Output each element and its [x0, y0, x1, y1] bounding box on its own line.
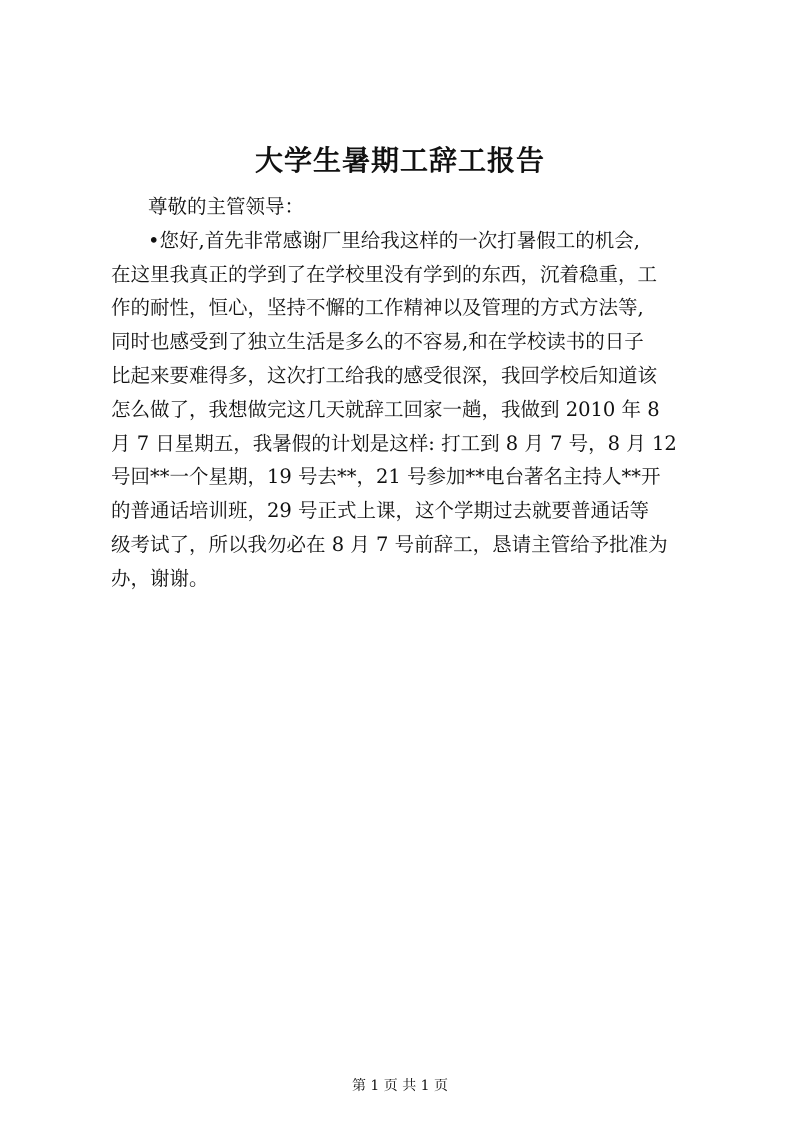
body-line: 办，谢谢。	[111, 566, 209, 590]
body-line: 月 7 日星期五，我暑假的计划是这样: 打工到 8 月 7 号，8 月 12	[111, 431, 677, 455]
body-line: 怎么做了，我想做完这几天就辞工回家一趟，我做到 2010 年 8	[111, 397, 660, 421]
body-line: 的普通话培训班，29 号正式上课，这个学期过去就要普通话等	[111, 499, 650, 523]
page-title: 大学生暑期工辞工报告	[254, 144, 545, 177]
body-line: 比起来要难得多，这次打工给我的感受很深，我回学校后知道该	[111, 363, 658, 387]
body-line: •您好,首先非常感谢厂里给我这样的一次打暑假工的机会,	[148, 228, 640, 252]
body-line: 号回**一个星期，19 号去**，21 号参加**电台著名主持人**开	[111, 465, 661, 489]
document-body	[111, 190, 711, 596]
body-line: 在这里我真正的学到了在学校里没有学到的东西，沉着稳重，工	[111, 262, 658, 286]
body-line: 级考试了，所以我勿必在 8 月 7 号前辞工，恳请主管给予批准为	[111, 532, 668, 556]
salutation: 尊敬的主管领导：	[148, 195, 305, 218]
body-line: 作的耐性，恒心，坚持不懈的工作精神以及管理的方式方法等,	[111, 296, 644, 320]
body-line: 同时也感受到了独立生活是多么的不容易,和在学校读书的日子	[111, 330, 644, 354]
page-footer: 第 1 页 共 1 页	[351, 1078, 449, 1094]
